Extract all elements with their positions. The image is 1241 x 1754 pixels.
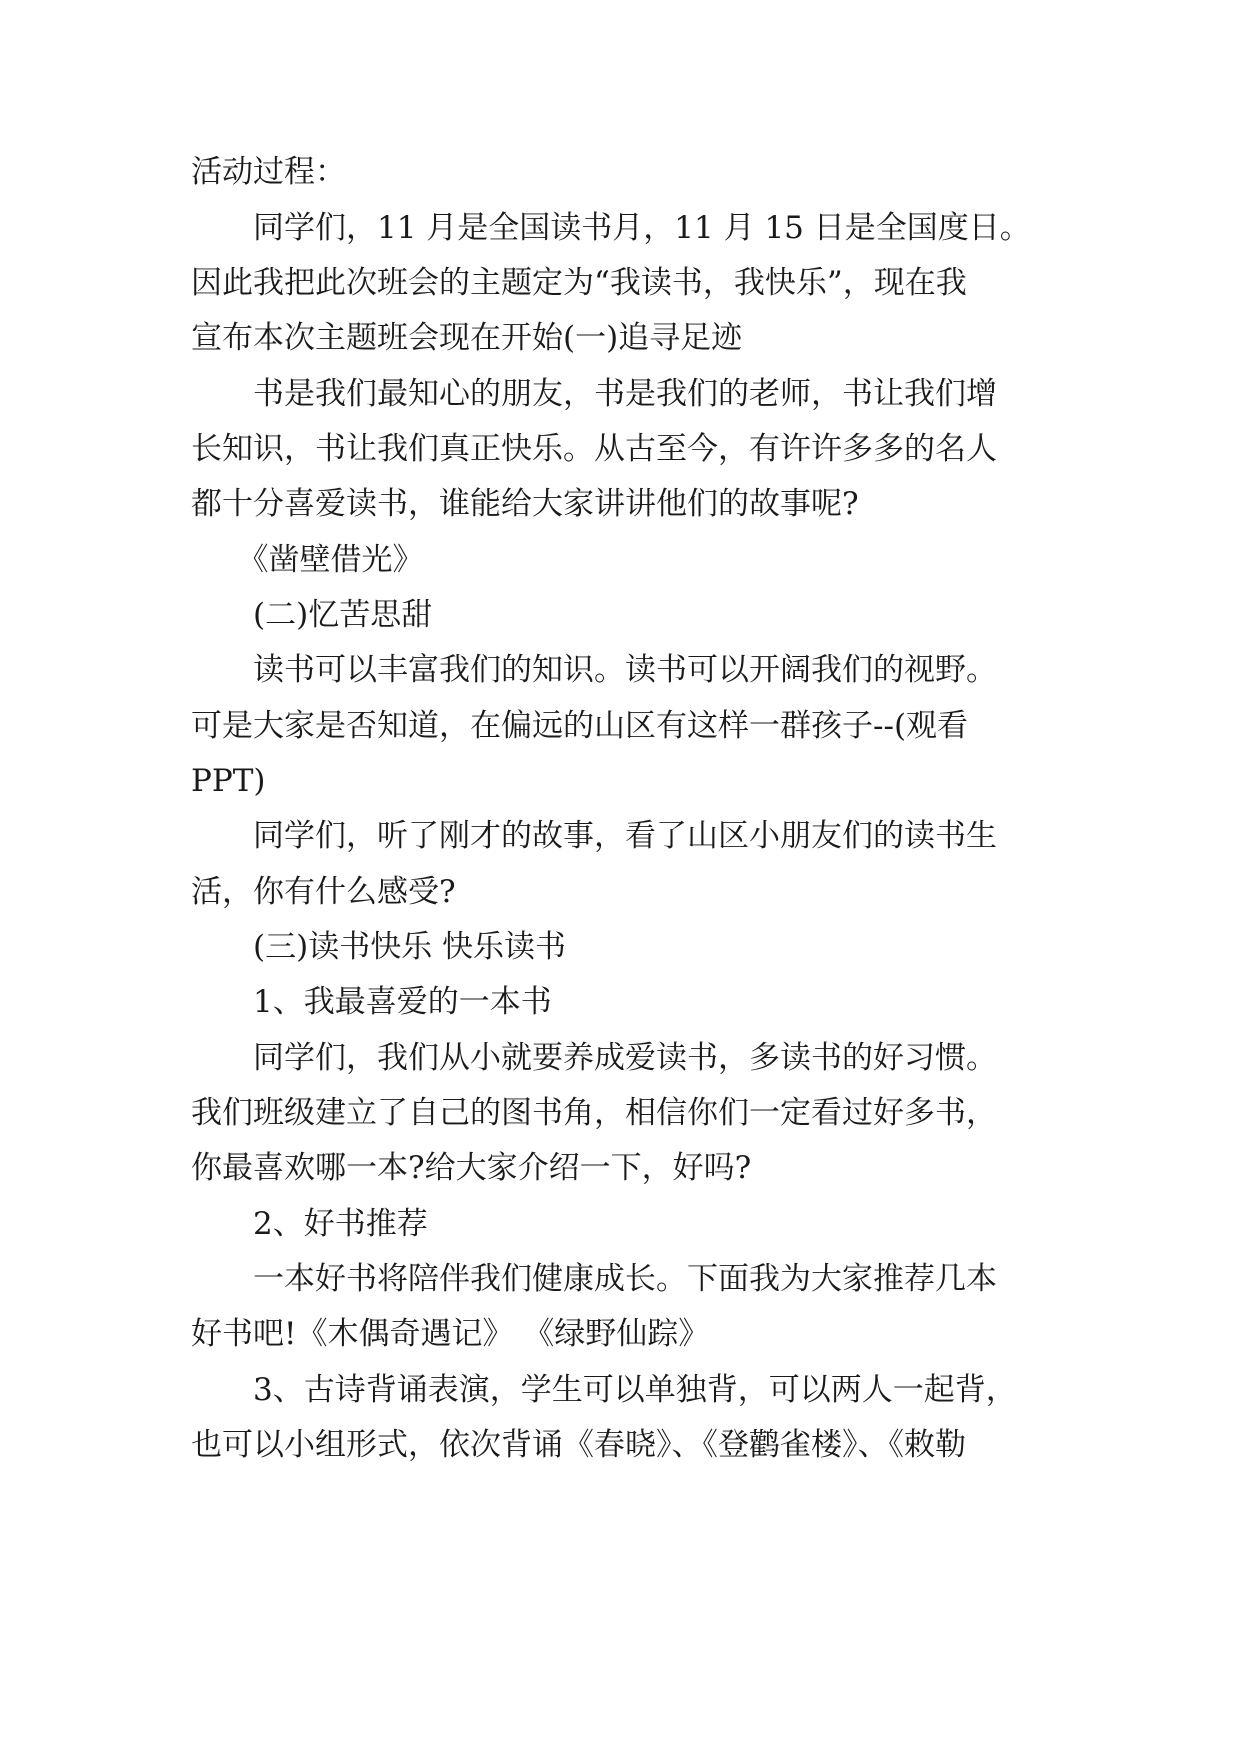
text-line: 都十分喜爱读书，谁能给大家讲讲他们的故事呢?: [191, 486, 859, 522]
text-line: 2、好书推荐: [191, 1206, 428, 1242]
text-line: 同学们，我们从小就要养成爱读书，多读书的好习惯。: [191, 1040, 997, 1076]
text-line: 也可以小组形式，依次背诵《春晓》、《登鹳雀楼》、《敕勒: [191, 1427, 966, 1463]
text-line: PPT): [191, 763, 266, 799]
text-line: 我们班级建立了自己的图书角，相信你们一定看过好多书，: [191, 1095, 997, 1131]
text-line: 同学们，听了刚才的故事，看了山区小朋友们的读书生: [191, 818, 997, 854]
text-line: 1、我最喜爱的一本书: [191, 984, 552, 1020]
text-line: 读书可以丰富我们的知识。读书可以开阔我们的视野。: [191, 652, 997, 688]
text-line: 活动过程：: [191, 154, 346, 190]
text-line: (三)读书快乐 快乐读书: [191, 929, 567, 965]
text-line: 长知识，书让我们真正快乐。从古至今，有许许多多的名人: [191, 431, 997, 467]
text-line: 可是大家是否知道，在偏远的山区有这样一群孩子--(观看: [191, 708, 969, 744]
text-line: 活，你有什么感受?: [191, 874, 456, 910]
text-line: 好书吧!《木偶奇遇记》 《绿野仙踪》: [191, 1316, 710, 1352]
text-line: 书是我们最知心的朋友，书是我们的老师，书让我们增: [191, 376, 997, 412]
text-line: 因此我把此次班会的主题定为“我读书，我快乐”，现在我: [191, 265, 967, 301]
text-line: 宣布本次主题班会现在开始(一)追寻足迹: [191, 320, 743, 356]
text-line: 同学们，11 月是全国读书月，11 月 15 日是全国度日。: [191, 210, 1031, 246]
text-line: 《凿壁借光》: [191, 542, 424, 578]
text-line: 3、古诗背诵表演，学生可以单独背，可以两人一起背，: [191, 1372, 1017, 1408]
text-line: (二)忆苦思甜: [191, 597, 433, 633]
text-line: 你最喜欢哪一本?给大家介绍一下，好吗?: [191, 1150, 752, 1186]
text-line: 一本好书将陪伴我们健康成长。下面我为大家推荐几本: [191, 1261, 997, 1297]
